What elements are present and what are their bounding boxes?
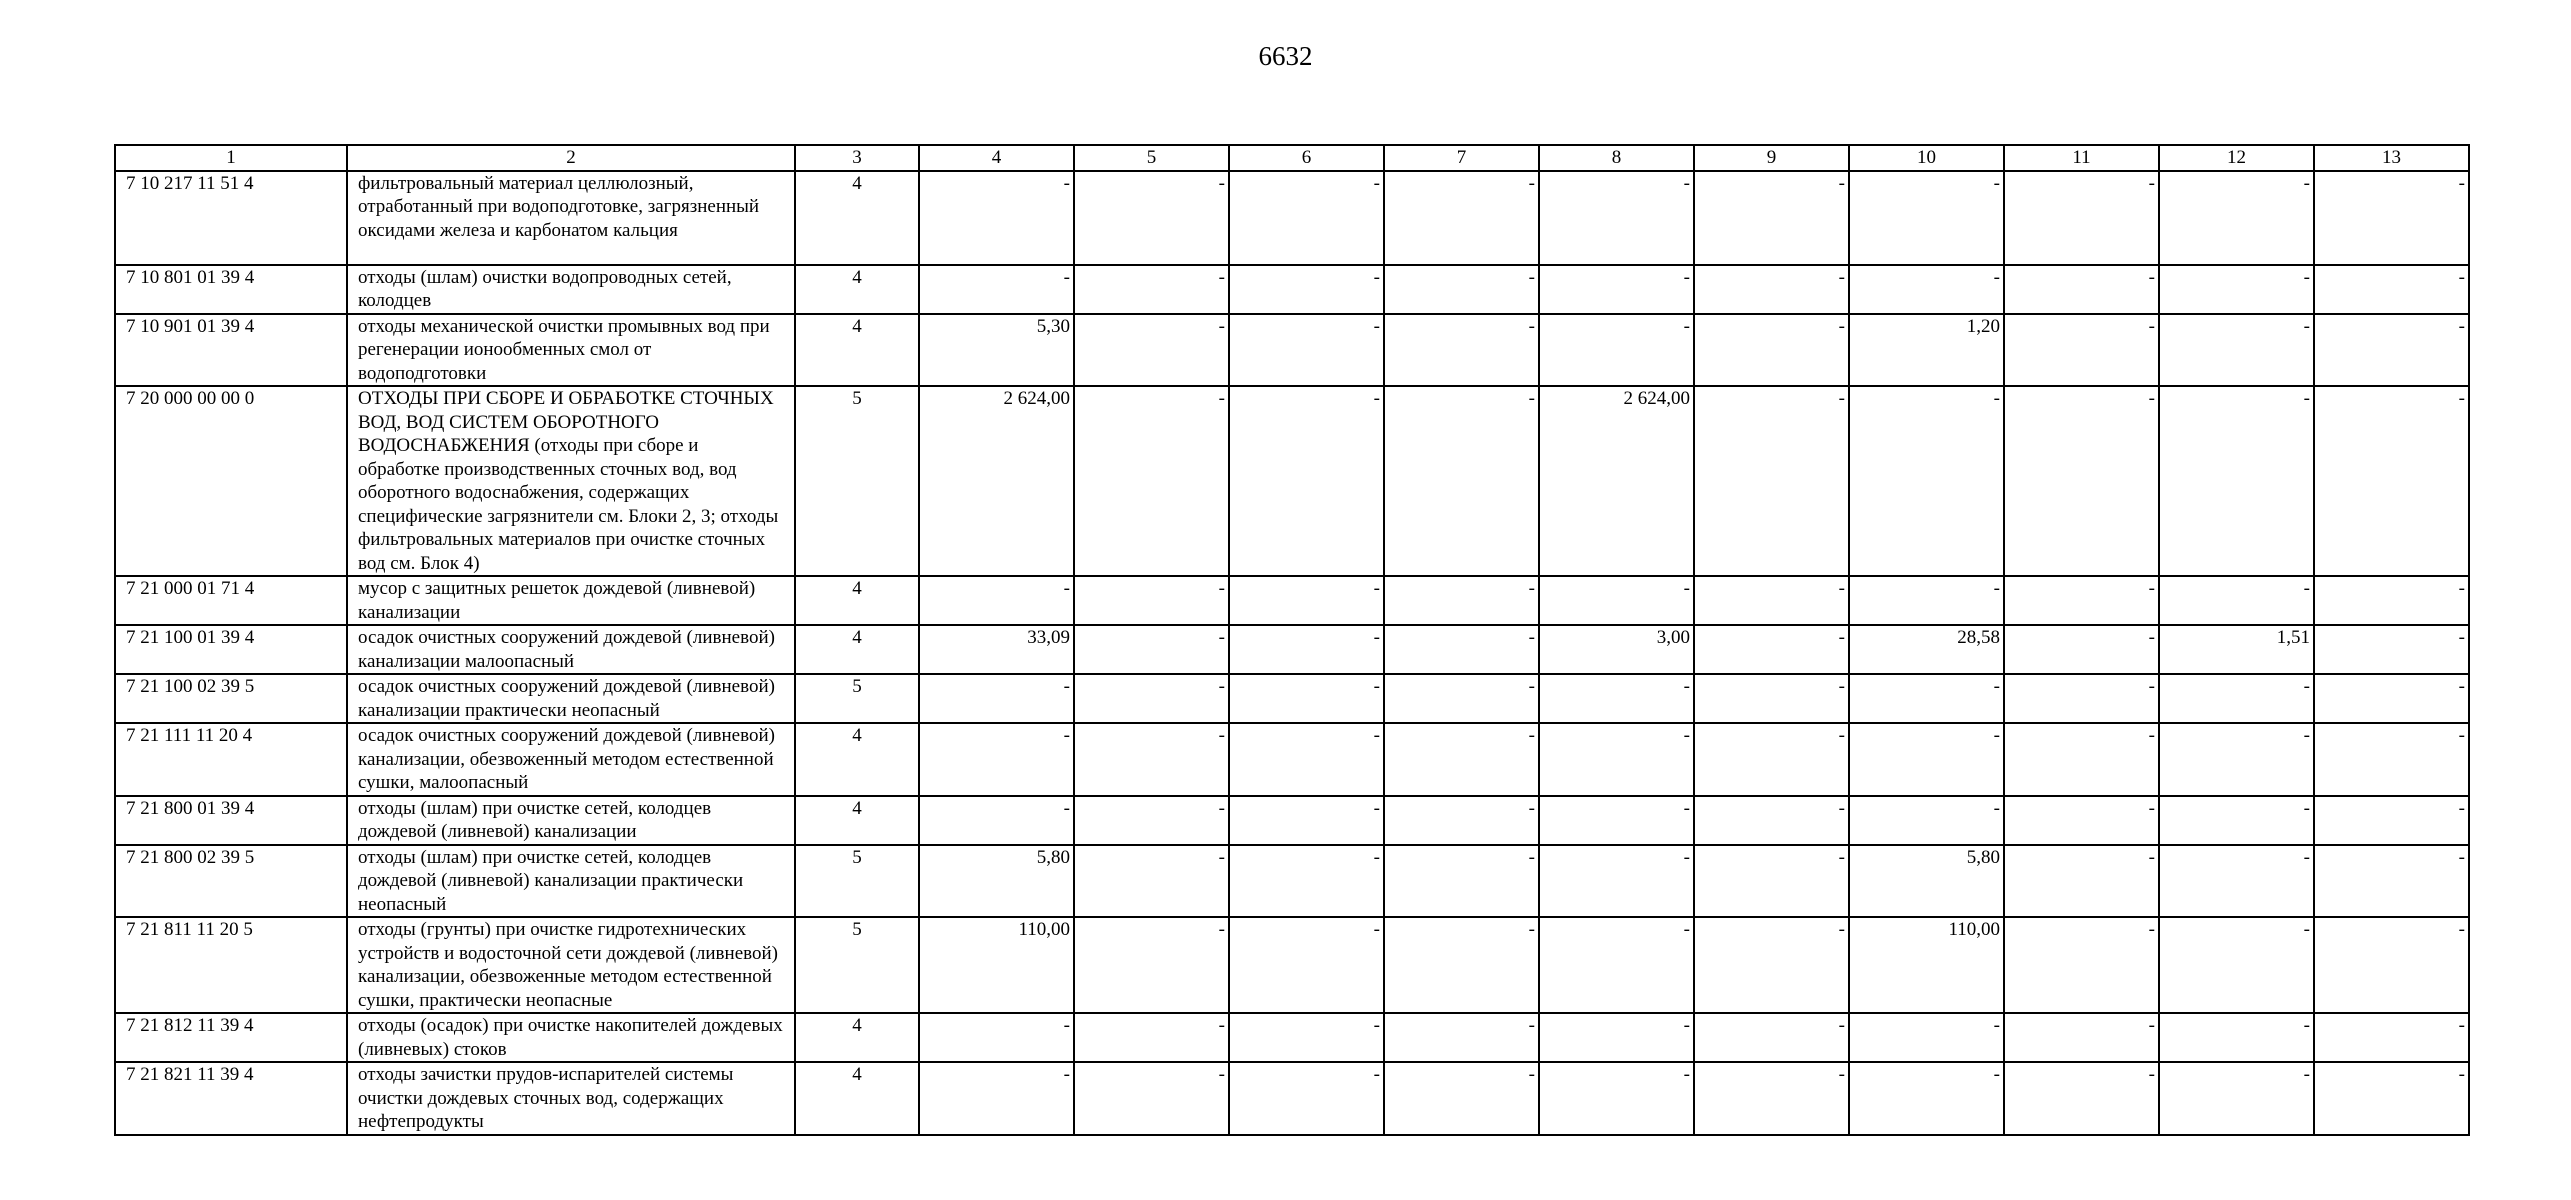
value-cell: - bbox=[919, 723, 1074, 796]
value-cell: - bbox=[2159, 1013, 2314, 1062]
value-cell: - bbox=[2004, 265, 2159, 314]
value-cell: - bbox=[1539, 171, 1694, 265]
column-header: 11 bbox=[2004, 145, 2159, 171]
value-cell: 33,09 bbox=[919, 625, 1074, 674]
value-cell: - bbox=[2314, 1013, 2469, 1062]
value-cell: - bbox=[2314, 265, 2469, 314]
table-row bbox=[115, 314, 2469, 387]
value-cell: - bbox=[1074, 723, 1229, 796]
waste-name: отходы зачистки прудов-испарителей системы очистки дождевых сточных вод, содержащих нефтепродукты bbox=[347, 1062, 795, 1135]
table-row bbox=[115, 796, 2469, 845]
value-cell: - bbox=[1384, 674, 1539, 723]
column-header: 10 bbox=[1849, 145, 2004, 171]
column-header: 1 bbox=[115, 145, 347, 171]
column-header: 8 bbox=[1539, 145, 1694, 171]
value-cell: - bbox=[2004, 723, 2159, 796]
value-cell: - bbox=[1539, 723, 1694, 796]
value-cell: - bbox=[1384, 625, 1539, 674]
value-cell: - bbox=[1694, 796, 1849, 845]
value-cell: - bbox=[2314, 625, 2469, 674]
value-cell: - bbox=[2004, 796, 2159, 845]
waste-name: осадок очистных сооружений дождевой (ливневой) канализации малоопасный bbox=[347, 625, 795, 674]
value-cell: - bbox=[1849, 171, 2004, 265]
value-cell: 3,00 bbox=[1539, 625, 1694, 674]
value-cell: - bbox=[1849, 796, 2004, 845]
value-cell: 110,00 bbox=[1849, 917, 2004, 1013]
value-cell: - bbox=[919, 576, 1074, 625]
hazard-class: 4 bbox=[795, 1013, 919, 1062]
value-cell: - bbox=[1694, 1013, 1849, 1062]
value-cell: - bbox=[1384, 845, 1539, 918]
value-cell: - bbox=[2004, 576, 2159, 625]
waste-code: 7 10 901 01 39 4 bbox=[115, 314, 347, 387]
value-cell: - bbox=[2314, 845, 2469, 918]
value-cell: - bbox=[1849, 1062, 2004, 1135]
value-cell: - bbox=[1074, 171, 1229, 265]
hazard-class: 4 bbox=[795, 265, 919, 314]
value-cell: - bbox=[919, 265, 1074, 314]
waste-name: ОТХОДЫ ПРИ СБОРЕ И ОБРАБОТКЕ СТОЧНЫХ ВОД, ВОД СИСТЕМ ОБОРОТНОГО ВОДОСНАБЖЕНИЯ (отходы при сборе и обработке производственных сточных вод, вод оборотного водоснабжения, содержащих специфические загрязнители см. Блоки 2, 3; отходы фильтровальных материалов при очистке сточных вод см. Блок 4) bbox=[347, 386, 795, 576]
value-cell: - bbox=[1229, 625, 1384, 674]
waste-code: 7 10 801 01 39 4 bbox=[115, 265, 347, 314]
value-cell: - bbox=[1229, 917, 1384, 1013]
table-row bbox=[115, 386, 2469, 576]
value-cell: - bbox=[1384, 314, 1539, 387]
value-cell: - bbox=[1229, 1062, 1384, 1135]
value-cell: - bbox=[2159, 917, 2314, 1013]
value-cell: - bbox=[2314, 674, 2469, 723]
waste-code: 7 21 800 02 39 5 bbox=[115, 845, 347, 918]
value-cell: - bbox=[1384, 1013, 1539, 1062]
waste-code: 7 21 812 11 39 4 bbox=[115, 1013, 347, 1062]
value-cell: - bbox=[1229, 1013, 1384, 1062]
value-cell: - bbox=[1694, 171, 1849, 265]
value-cell: - bbox=[1849, 1013, 2004, 1062]
value-cell: 2 624,00 bbox=[1539, 386, 1694, 576]
value-cell: - bbox=[2159, 845, 2314, 918]
value-cell: - bbox=[2004, 386, 2159, 576]
table-row bbox=[115, 625, 2469, 674]
waste-code: 7 10 217 11 51 4 bbox=[115, 171, 347, 265]
value-cell: - bbox=[1229, 265, 1384, 314]
value-cell: - bbox=[1074, 576, 1229, 625]
value-cell: - bbox=[2314, 796, 2469, 845]
value-cell: - bbox=[2314, 1062, 2469, 1135]
waste-name: отходы (грунты) при очистке гидротехнических устройств и водосточной сети дождевой (ливневой) канализации, обезвоженные методом естественной сушки, практически неопасные bbox=[347, 917, 795, 1013]
value-cell: - bbox=[2004, 625, 2159, 674]
value-cell: - bbox=[1229, 674, 1384, 723]
waste-name: отходы (шлам) очистки водопроводных сетей, колодцев bbox=[347, 265, 795, 314]
hazard-class: 4 bbox=[795, 171, 919, 265]
value-cell: - bbox=[2314, 723, 2469, 796]
value-cell: - bbox=[1539, 1013, 1694, 1062]
hazard-class: 4 bbox=[795, 796, 919, 845]
value-cell: 110,00 bbox=[919, 917, 1074, 1013]
waste-name: осадок очистных сооружений дождевой (ливневой) канализации практически неопасный bbox=[347, 674, 795, 723]
table-row bbox=[115, 576, 2469, 625]
value-cell: - bbox=[1539, 314, 1694, 387]
value-cell: - bbox=[1229, 314, 1384, 387]
value-cell: - bbox=[1694, 1062, 1849, 1135]
value-cell: - bbox=[1694, 723, 1849, 796]
value-cell: - bbox=[1384, 723, 1539, 796]
hazard-class: 5 bbox=[795, 845, 919, 918]
value-cell: - bbox=[1074, 1062, 1229, 1135]
value-cell: 28,58 bbox=[1849, 625, 2004, 674]
value-cell: - bbox=[2314, 917, 2469, 1013]
table-row bbox=[115, 1013, 2469, 1062]
column-header: 2 bbox=[347, 145, 795, 171]
column-header: 6 bbox=[1229, 145, 1384, 171]
value-cell: - bbox=[919, 674, 1074, 723]
hazard-class: 5 bbox=[795, 917, 919, 1013]
value-cell: - bbox=[2004, 1062, 2159, 1135]
value-cell: - bbox=[1539, 576, 1694, 625]
value-cell: - bbox=[1074, 845, 1229, 918]
table-row bbox=[115, 723, 2469, 796]
column-header: 5 bbox=[1074, 145, 1229, 171]
value-cell: - bbox=[1849, 386, 2004, 576]
waste-name: отходы (шлам) при очистке сетей, колодцев дождевой (ливневой) канализации bbox=[347, 796, 795, 845]
value-cell: - bbox=[2004, 314, 2159, 387]
hazard-class: 4 bbox=[795, 723, 919, 796]
value-cell: - bbox=[1694, 265, 1849, 314]
column-header: 4 bbox=[919, 145, 1074, 171]
value-cell: - bbox=[2159, 171, 2314, 265]
value-cell: - bbox=[1694, 576, 1849, 625]
value-cell: - bbox=[1694, 917, 1849, 1013]
value-cell: - bbox=[2159, 265, 2314, 314]
value-cell: - bbox=[1694, 674, 1849, 723]
table-row bbox=[115, 674, 2469, 723]
value-cell: - bbox=[1384, 917, 1539, 1013]
value-cell: - bbox=[1074, 265, 1229, 314]
value-cell: - bbox=[2314, 171, 2469, 265]
value-cell: - bbox=[1384, 265, 1539, 314]
value-cell: - bbox=[2004, 845, 2159, 918]
value-cell: - bbox=[2004, 171, 2159, 265]
value-cell: - bbox=[2159, 723, 2314, 796]
value-cell: - bbox=[1849, 576, 2004, 625]
value-cell: - bbox=[2159, 1062, 2314, 1135]
value-cell: - bbox=[1229, 723, 1384, 796]
hazard-class: 5 bbox=[795, 674, 919, 723]
value-cell: 5,80 bbox=[1849, 845, 2004, 918]
value-cell: - bbox=[1539, 845, 1694, 918]
value-cell: - bbox=[1694, 386, 1849, 576]
value-cell: - bbox=[2004, 917, 2159, 1013]
value-cell: - bbox=[1539, 674, 1694, 723]
hazard-class: 4 bbox=[795, 1062, 919, 1135]
waste-table bbox=[114, 144, 2470, 1136]
value-cell: - bbox=[1694, 314, 1849, 387]
waste-name: фильтровальный материал целлюлозный, отработанный при водоподготовке, загрязненный оксидами железа и карбонатом кальция bbox=[347, 171, 795, 265]
value-cell: - bbox=[1074, 386, 1229, 576]
hazard-class: 4 bbox=[795, 576, 919, 625]
hazard-class: 4 bbox=[795, 314, 919, 387]
waste-name: мусор с защитных решеток дождевой (ливневой) канализации bbox=[347, 576, 795, 625]
value-cell: - bbox=[919, 1013, 1074, 1062]
value-cell: - bbox=[1539, 265, 1694, 314]
waste-name: отходы (шлам) при очистке сетей, колодцев дождевой (ливневой) канализации практически неопасный bbox=[347, 845, 795, 918]
value-cell: - bbox=[2159, 576, 2314, 625]
value-cell: - bbox=[1384, 171, 1539, 265]
value-cell: - bbox=[919, 171, 1074, 265]
value-cell: - bbox=[1384, 576, 1539, 625]
column-header: 12 bbox=[2159, 145, 2314, 171]
value-cell: - bbox=[1074, 314, 1229, 387]
waste-code: 7 21 000 01 71 4 bbox=[115, 576, 347, 625]
value-cell: - bbox=[1849, 674, 2004, 723]
waste-name: осадок очистных сооружений дождевой (ливневой) канализации, обезвоженный методом естественной сушки, малоопасный bbox=[347, 723, 795, 796]
waste-code: 7 21 100 01 39 4 bbox=[115, 625, 347, 674]
column-header: 13 bbox=[2314, 145, 2469, 171]
value-cell: - bbox=[1074, 917, 1229, 1013]
table-row bbox=[115, 265, 2469, 314]
table-row bbox=[115, 917, 2469, 1013]
waste-name: отходы (осадок) при очистке накопителей дождевых (ливневых) стоков bbox=[347, 1013, 795, 1062]
value-cell: - bbox=[2314, 386, 2469, 576]
table-row bbox=[115, 171, 2469, 265]
column-header: 7 bbox=[1384, 145, 1539, 171]
value-cell: - bbox=[1229, 171, 1384, 265]
value-cell: - bbox=[2159, 386, 2314, 576]
value-cell: - bbox=[1849, 723, 2004, 796]
value-cell: - bbox=[919, 1062, 1074, 1135]
value-cell: - bbox=[1539, 917, 1694, 1013]
waste-code: 7 21 800 01 39 4 bbox=[115, 796, 347, 845]
header-row bbox=[115, 145, 2469, 171]
value-cell: - bbox=[1539, 1062, 1694, 1135]
value-cell: - bbox=[1384, 1062, 1539, 1135]
waste-code: 7 21 100 02 39 5 bbox=[115, 674, 347, 723]
waste-name: отходы механической очистки промывных вод при регенерации ионообменных смол от водоподготовки bbox=[347, 314, 795, 387]
hazard-class: 5 bbox=[795, 386, 919, 576]
value-cell: - bbox=[1229, 386, 1384, 576]
value-cell: - bbox=[2159, 796, 2314, 845]
waste-code: 7 20 000 00 00 0 bbox=[115, 386, 347, 576]
value-cell: - bbox=[2159, 314, 2314, 387]
value-cell: - bbox=[2314, 576, 2469, 625]
value-cell: - bbox=[1384, 796, 1539, 845]
table-row bbox=[115, 1062, 2469, 1135]
value-cell: 5,80 bbox=[919, 845, 1074, 918]
waste-code: 7 21 811 11 20 5 bbox=[115, 917, 347, 1013]
hazard-class: 4 bbox=[795, 625, 919, 674]
value-cell: - bbox=[2159, 674, 2314, 723]
value-cell: - bbox=[919, 796, 1074, 845]
value-cell: - bbox=[1849, 265, 2004, 314]
column-header: 3 bbox=[795, 145, 919, 171]
value-cell: - bbox=[1694, 625, 1849, 674]
value-cell: - bbox=[1074, 1013, 1229, 1062]
value-cell: 2 624,00 bbox=[919, 386, 1074, 576]
value-cell: - bbox=[2314, 314, 2469, 387]
value-cell: - bbox=[1074, 625, 1229, 674]
value-cell: - bbox=[1074, 674, 1229, 723]
table-row bbox=[115, 845, 2469, 918]
value-cell: - bbox=[2004, 674, 2159, 723]
column-header: 9 bbox=[1694, 145, 1849, 171]
value-cell: - bbox=[1694, 845, 1849, 918]
value-cell: - bbox=[1074, 796, 1229, 845]
value-cell: - bbox=[1539, 796, 1694, 845]
page-number: 6632 bbox=[1258, 41, 1313, 71]
waste-code: 7 21 111 11 20 4 bbox=[115, 723, 347, 796]
value-cell: 5,30 bbox=[919, 314, 1074, 387]
value-cell: - bbox=[2004, 1013, 2159, 1062]
value-cell: 1,51 bbox=[2159, 625, 2314, 674]
waste-code: 7 21 821 11 39 4 bbox=[115, 1062, 347, 1135]
value-cell: - bbox=[1229, 845, 1384, 918]
value-cell: - bbox=[1229, 576, 1384, 625]
value-cell: 1,20 bbox=[1849, 314, 2004, 387]
value-cell: - bbox=[1384, 386, 1539, 576]
value-cell: - bbox=[1229, 796, 1384, 845]
